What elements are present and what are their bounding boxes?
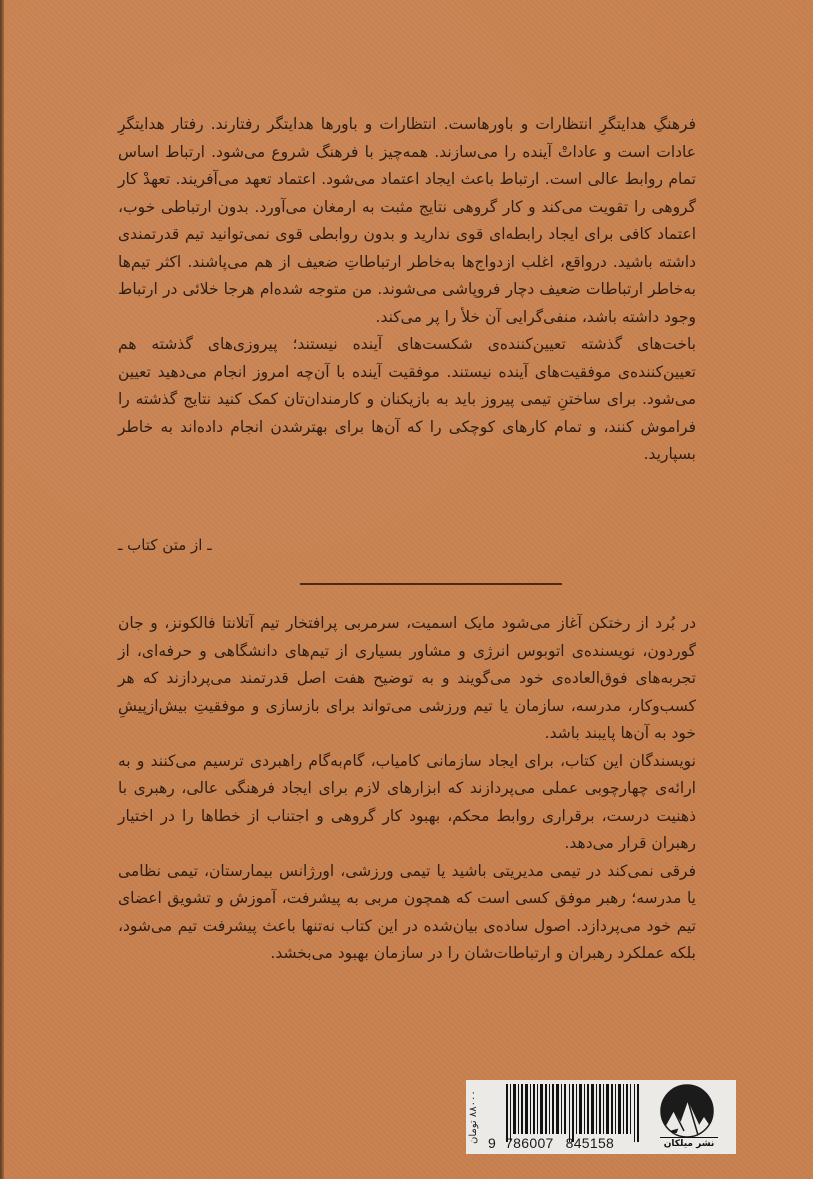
isbn-group-1: 786007 [505, 1135, 554, 1151]
excerpt-paragraph: باخت‌های گذشته تعیین‌کننده‌ی شکست‌های آینده نیستند؛ پیروزی‌های گذشته هم تعیین‌کننده‌ی موفقیت‌های آینده نیستند. موفقیت آینده با آن‌چه امروز انجام می‌دهید تعیین می‌شود. برای ساختنِ تیمی پیروز باید به بازیکنان و کارمندان‌تان کمک کنید نتایج گذشته را فراموش کنند، و تمام کارهای کوچکی را که آن‌ها برای بهترشدن انجام داده‌اند به خاطر بسپارید. [118, 335, 696, 463]
summary-paragraph: فرقی نمی‌کند در تیمی مدیریتی باشید یا تیمی ورزشی، اورژانس بیمارستان، تیمی نظامی یا مدرسه؛ رهبر موفق کسی است که همچون مربی به پیشرفت، آموزش و تشویق اعضای تیم خود می‌پردازد. اصول ساده‌ی بیان‌شده در این کتاب نه‌تنها باعث پیشرفت تیم می‌شود، بلکه عملکرد رهبران و ارتباطات‌شان را در سازمان بهبود می‌بخشد. [118, 861, 696, 962]
excerpt-quote [118, 111, 696, 469]
isbn-number [488, 1135, 653, 1151]
barcode-icon [506, 1084, 641, 1142]
price-label: ۸۸۰۰۰ تومان [468, 1090, 479, 1144]
excerpt-paragraph: فرهنگِ هدایتگرِ انتظارات و باورهاست. انتظارات و باورها هدایتگر رفتارند. رفتار هدایتگرِ عادات است و عاداتْ آینده را می‌سازند. همه‌چیز با فرهنگ شروع می‌شود. ارتباط اساس تمام روابط عالی است. ارتباط باعث ایجاد اعتماد می‌شود. اعتماد تعهد می‌آفریند. تعهدْ کار گروهی را تقویت می‌کند و کار گروهی نتایج مثبت به ارمغان می‌آورد. بدون ارتباطی خوب، اعتماد کافی برای ایجاد رابطه‌ای قوی ندارید و بدون روابطی قوی نمی‌توانید تیم قدرتمندی داشته باشید. درواقع، اغلب ازدواج‌ها به‌خاطر ارتباطاتِ ضعیف از هم می‌پاشند. اکثر تیم‌ها به‌خاطر ارتباطات ضعیف دچار فروپاشی می‌شوند. من متوجه شده‌ام هرجا خلائی در ارتباط وجود داشته باشد، منفی‌گرایی آن خلأ را پر می‌کند. [118, 115, 696, 326]
isbn-group-2: 845158 [565, 1135, 615, 1151]
summary-paragraph: در بُرد از رختکن آغاز می‌شود مایک اسمیت، سرمربی پرافتخار تیم آتلانتا فالکونز، و جان گوردون، نویسنده‌ی اتوبوس انرژی و مشاور بسیاری از تیم‌های دانشگاهی و حرفه‌ای، از تجربه‌های فوق‌العاده‌ی خود می‌گویند و به توضیح هفت اصل قدرتمند می‌پردازند که هر کسب‌وکار، مدرسه، سازمان یا تیم ورزشی می‌تواند برای بازسازی و موفقیتِ بیش‌ازپیشِ خود به آن‌ها پایبند باشد. [118, 614, 696, 742]
spine-edge [0, 0, 4, 1179]
barcode-label [466, 1080, 736, 1154]
isbn-lead-digit: 9 [488, 1135, 497, 1151]
section-divider [300, 583, 562, 585]
summary-paragraph: نویسندگان این کتاب، برای ایجاد سازمانی کامیاب، گام‌به‌گام راهبردی ترسیم می‌کنند و به ارائه‌ی چهارچوبی عملی می‌پردازند که ابزارهای لازم برای ایجاد فرهنگی عالی، رهبری با ذهنیت درست، برقراری روابط محکم، بهبود کار گروهی و اجتناب از خطاها را در اختیار رهبران قرار می‌دهد. [118, 751, 696, 852]
publisher-name: نشر میلکان [660, 1137, 718, 1150]
book-summary [118, 610, 696, 968]
excerpt-source: ـ از متن کتاب ـ [118, 536, 212, 554]
